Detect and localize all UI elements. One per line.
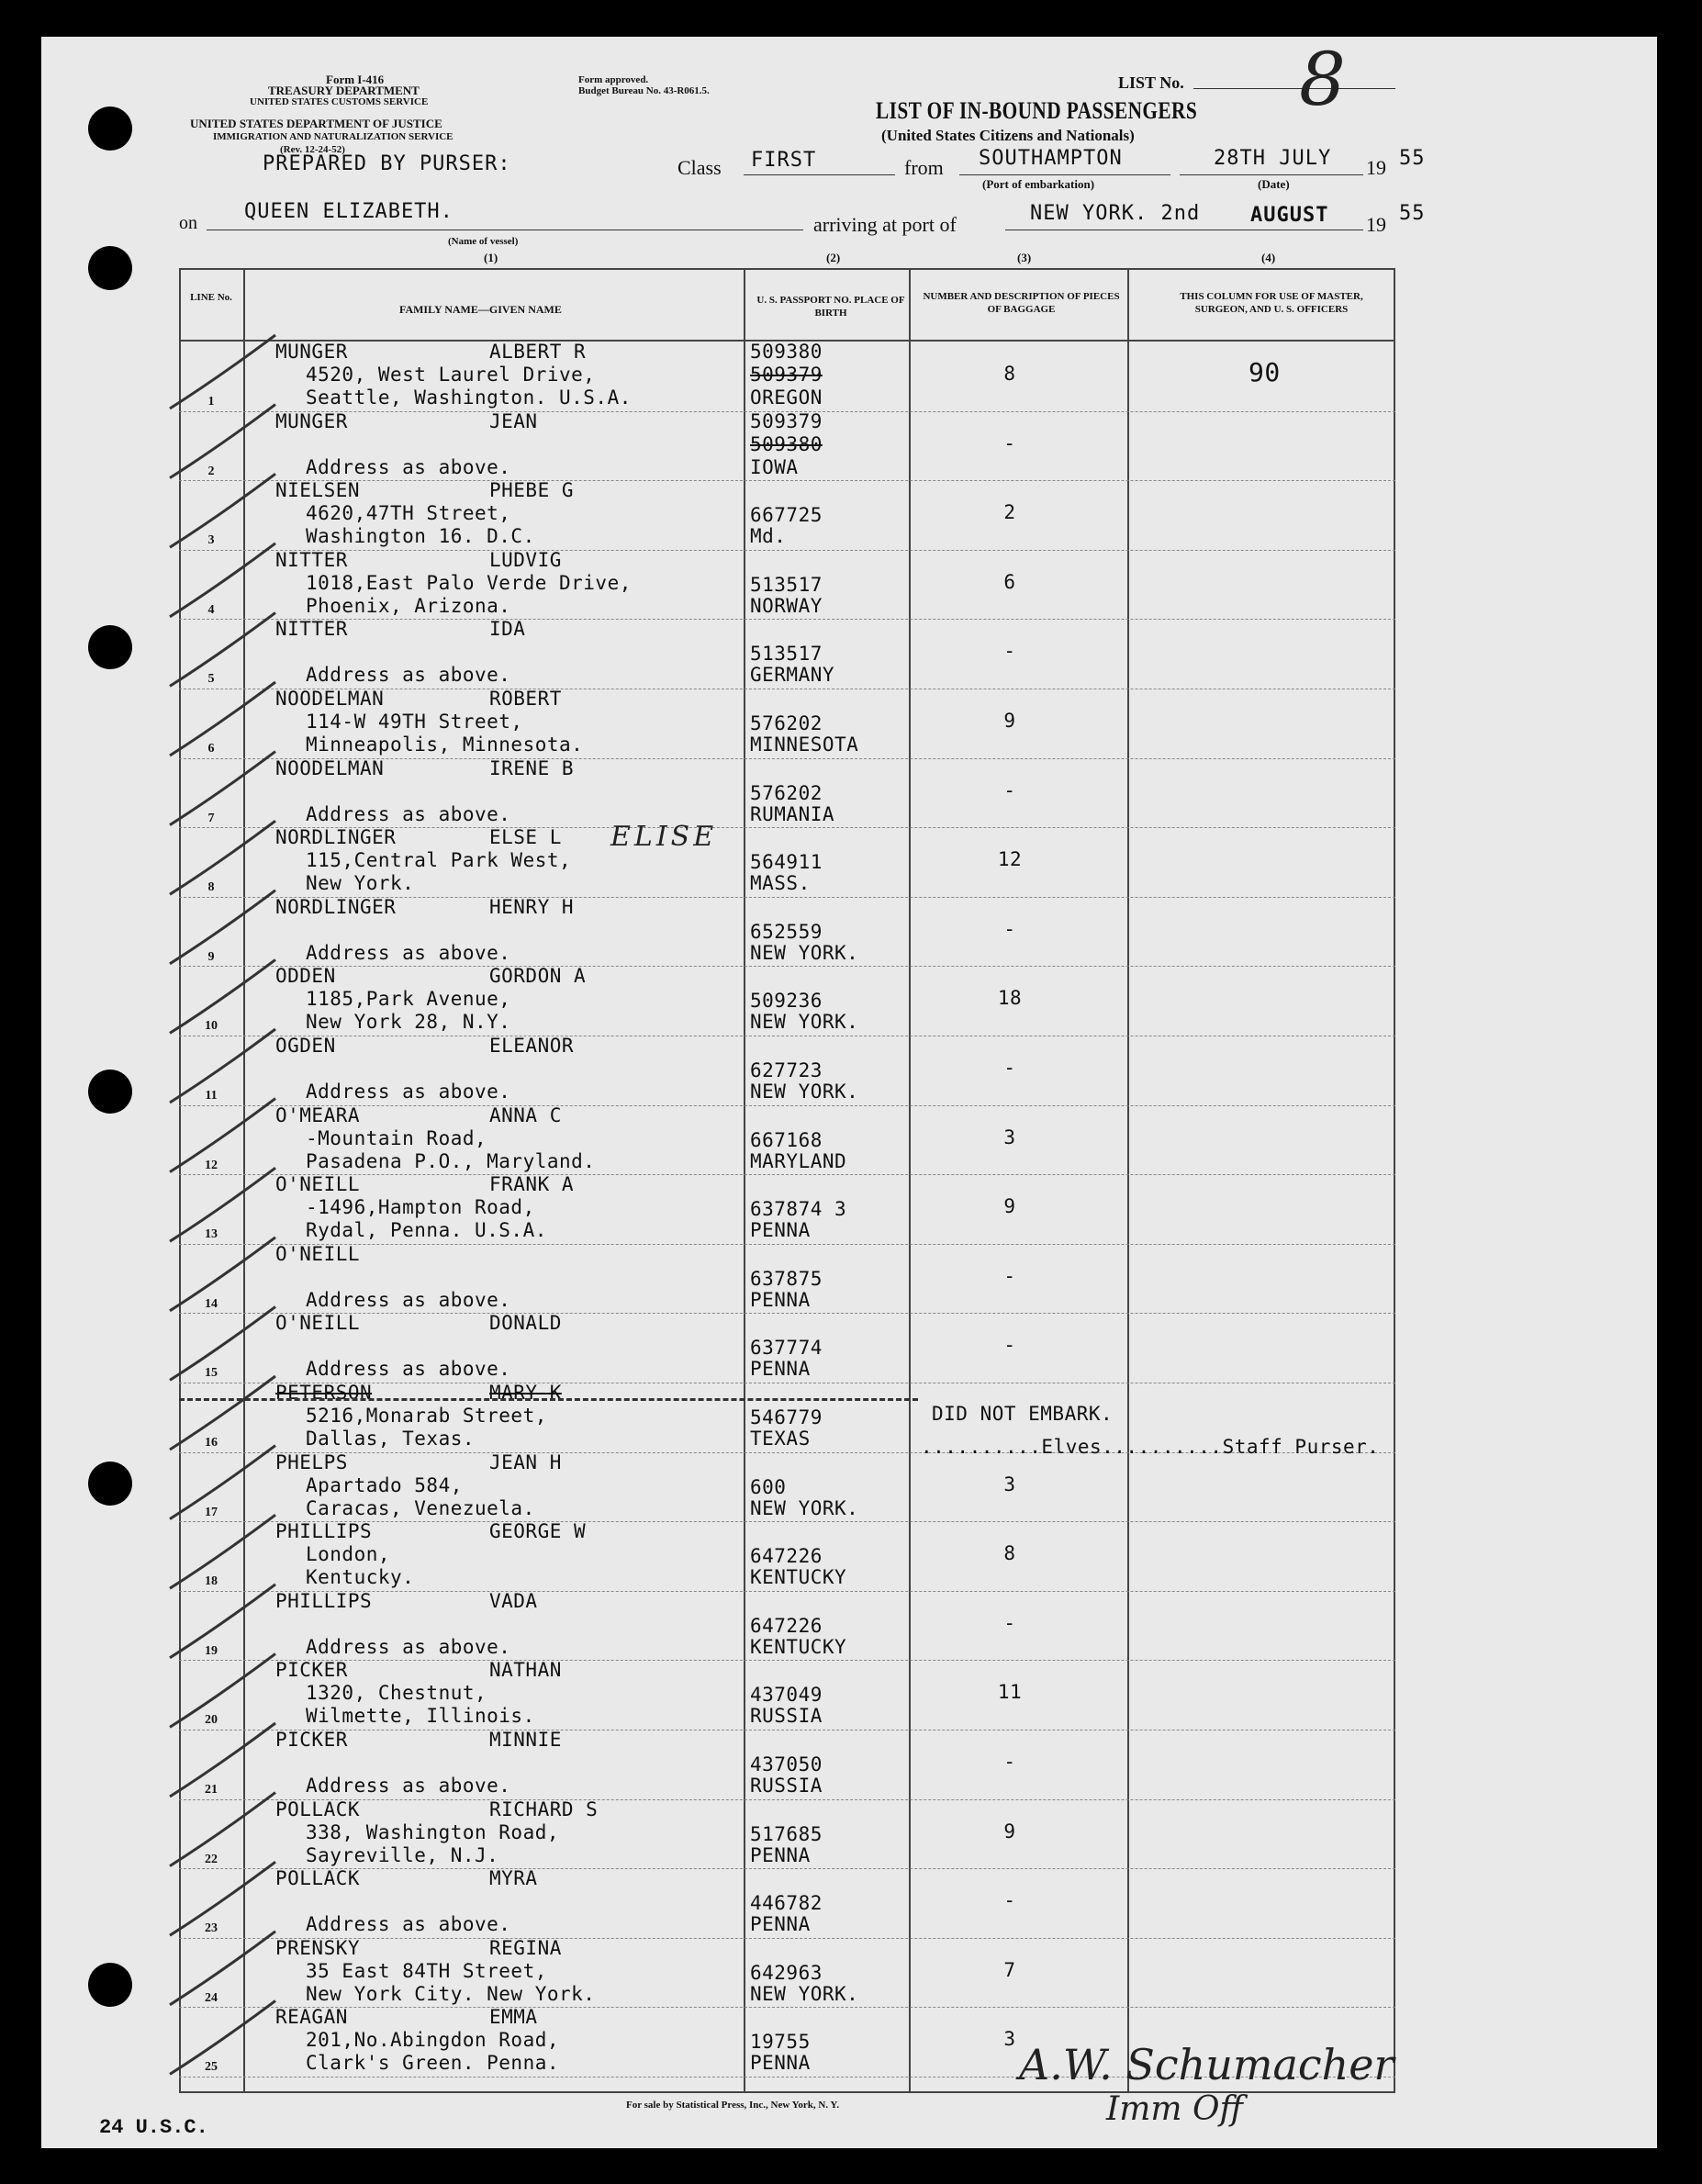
line-number: 17 bbox=[205, 1505, 218, 1519]
list-no-line bbox=[1193, 88, 1395, 89]
row-divider bbox=[179, 1660, 1395, 1661]
col-num-3: (3) bbox=[1017, 251, 1032, 264]
family-name: NOODELMAN bbox=[275, 688, 385, 710]
dept-justice: UNITED STATES DEPARTMENT OF JUSTICE bbox=[190, 117, 442, 130]
place-of-birth: NEW YORK. bbox=[750, 1496, 859, 1519]
baggage-count: 3 bbox=[1003, 1126, 1016, 1148]
baggage-count: 3 bbox=[1003, 2028, 1016, 2051]
address-line-2: Minneapolis, Minnesota. bbox=[306, 734, 584, 756]
address-line-2: Address as above. bbox=[306, 455, 511, 478]
address-line-2: Washington 16. D.C. bbox=[306, 525, 535, 548]
row-divider bbox=[179, 1313, 1395, 1314]
line-number: 3 bbox=[207, 533, 215, 548]
address-line-2: Address as above. bbox=[306, 802, 511, 825]
family-name: PETERSON bbox=[275, 1382, 373, 1404]
address-line-2: Address as above. bbox=[306, 1288, 511, 1311]
col-num-4: (4) bbox=[1261, 251, 1276, 264]
signature-title: Imm Off bbox=[1106, 2090, 1243, 2128]
header-line-no: LINE No. bbox=[190, 292, 232, 303]
line-number: 15 bbox=[205, 1366, 218, 1381]
header-name: FAMILY NAME—GIVEN NAME bbox=[399, 303, 562, 316]
row-divider bbox=[179, 619, 1395, 620]
given-name: JEAN H bbox=[489, 1450, 562, 1473]
address-line-2: Phoenix, Arizona. bbox=[306, 594, 511, 617]
passport-number: 642963 bbox=[750, 1961, 823, 1984]
line-number: 16 bbox=[205, 1436, 218, 1450]
given-name: PHEBE G bbox=[489, 479, 575, 502]
binder-hole bbox=[88, 1462, 132, 1506]
place-of-birth: PENNA bbox=[750, 1358, 811, 1381]
binder-hole bbox=[88, 1963, 132, 2007]
col-divider bbox=[744, 268, 745, 2093]
vessel-name: QUEEN ELIZABETH. bbox=[244, 200, 453, 223]
family-name: PICKER bbox=[275, 1659, 348, 1682]
list-number: 8 bbox=[1299, 37, 1346, 122]
date-caption: (Date) bbox=[1258, 177, 1290, 191]
arriving-label: arriving at port of bbox=[813, 213, 957, 236]
passport-number: 647226 bbox=[750, 1545, 823, 1568]
address-line-2: New York 28, N.Y. bbox=[306, 1011, 511, 1034]
baggage-count: 7 bbox=[1003, 1958, 1016, 1981]
address-line-1: 4620,47TH Street, bbox=[306, 502, 511, 525]
row-divider bbox=[179, 1799, 1395, 1800]
baggage-count: 12 bbox=[997, 848, 1023, 871]
address-line-2: Kentucky. bbox=[306, 1566, 415, 1589]
vessel-caption: (Name of vessel) bbox=[448, 236, 519, 247]
place-of-birth: NEW YORK. bbox=[750, 1081, 859, 1103]
place-of-birth: IOWA bbox=[750, 455, 799, 478]
line-number: 21 bbox=[205, 1783, 218, 1797]
baggage-count: 11 bbox=[997, 1681, 1023, 1704]
address-line-1: 201,No.Abingdon Road, bbox=[306, 2029, 560, 2052]
baggage-count: 6 bbox=[1003, 570, 1016, 593]
address-line-1: -1496,Hampton Road, bbox=[306, 1196, 535, 1219]
passport-struck: 509379 bbox=[750, 364, 823, 386]
passport-number: 667168 bbox=[750, 1128, 823, 1151]
row-divider bbox=[179, 550, 1395, 551]
address-line-1: Apartado 584, bbox=[306, 1473, 463, 1496]
passport-struck: 509380 bbox=[750, 432, 823, 455]
place-of-birth: PENNA bbox=[750, 2052, 811, 2075]
given-name: IDA bbox=[489, 618, 526, 641]
embarkation-date: 28TH JULY bbox=[1214, 147, 1332, 170]
address-line-2: Wilmette, Illinois. bbox=[306, 1705, 535, 1728]
dept-immigration: IMMIGRATION AND NATURALIZATION SERVICE bbox=[213, 131, 453, 142]
given-name: IRENE B bbox=[489, 756, 575, 779]
header-passport: U. S. PASSPORT NO. PLACE OF BIRTH bbox=[756, 295, 905, 319]
address-line-2: Dallas, Texas. bbox=[306, 1428, 476, 1450]
arrival-year: 55 bbox=[1399, 202, 1426, 225]
address-line-2: New York City. New York. bbox=[306, 1982, 596, 2005]
place-of-birth: PENNA bbox=[750, 1288, 811, 1311]
address-line-2: Clark's Green. Penna. bbox=[306, 2052, 560, 2075]
class-label: Class bbox=[677, 156, 722, 179]
given-name: MINNIE bbox=[489, 1729, 562, 1751]
place-of-birth: NEW YORK. bbox=[750, 941, 859, 964]
footer-statute: 24 U.S.C. bbox=[99, 2116, 208, 2139]
baggage-count: 9 bbox=[1003, 1195, 1016, 1218]
address-line-1: 115,Central Park West, bbox=[306, 849, 572, 872]
passport-number: 509379 bbox=[750, 409, 823, 432]
address-line-1: -Mountain Road, bbox=[306, 1126, 487, 1149]
class-value: FIRST bbox=[751, 149, 817, 172]
baggage-count: - bbox=[1003, 778, 1016, 801]
row-divider bbox=[179, 1868, 1395, 1869]
given-name: ELSE L bbox=[489, 826, 562, 849]
line-number: 20 bbox=[205, 1713, 218, 1728]
passport-number: 637875 bbox=[750, 1267, 823, 1290]
passport-number: 509380 bbox=[750, 341, 823, 363]
given-name: LUDVIG bbox=[489, 548, 562, 571]
row-divider bbox=[179, 2007, 1395, 2008]
family-name: NOODELMAN bbox=[275, 756, 385, 779]
line-number: 24 bbox=[205, 1990, 218, 2005]
from-line bbox=[959, 174, 1170, 175]
family-name: PHILLIPS bbox=[275, 1589, 373, 1612]
address-line-2: Address as above. bbox=[306, 1913, 511, 1936]
address-line-1: 5216,Monarab Street, bbox=[306, 1405, 547, 1427]
family-name: MUNGER bbox=[275, 409, 348, 432]
binder-hole bbox=[88, 246, 132, 290]
baggage-count: 18 bbox=[997, 987, 1023, 1010]
address-line-2: Seattle, Washington. U.S.A. bbox=[306, 386, 632, 409]
passport-number: 647226 bbox=[750, 1614, 823, 1637]
binder-hole bbox=[88, 1070, 132, 1114]
place-of-birth: MASS. bbox=[750, 872, 811, 895]
passport-number: 637774 bbox=[750, 1337, 823, 1360]
place-of-birth: KENTUCKY bbox=[750, 1566, 847, 1589]
baggage-count: 8 bbox=[1003, 1542, 1016, 1565]
address-line-2: Address as above. bbox=[306, 1081, 511, 1103]
given-name: ANNA C bbox=[489, 1103, 562, 1126]
family-name: O'NEILL bbox=[275, 1312, 361, 1335]
line-number: 5 bbox=[207, 672, 215, 687]
line-number: 12 bbox=[205, 1158, 218, 1172]
place-of-birth: TEXAS bbox=[750, 1428, 811, 1450]
footer-printer: For sale by Statistical Press, Inc., New York, N. Y. bbox=[626, 2100, 840, 2111]
passport-number: 509236 bbox=[750, 990, 823, 1013]
row-divider bbox=[179, 1938, 1395, 1939]
place-of-birth: NEW YORK. bbox=[750, 1011, 859, 1034]
address-line-1: 338, Washington Road, bbox=[306, 1820, 560, 1843]
place-of-birth: NEW YORK. bbox=[750, 1982, 859, 2005]
line-number: 14 bbox=[205, 1296, 218, 1311]
given-name: ALBERT R bbox=[489, 341, 587, 363]
baggage-count: - bbox=[1003, 1334, 1016, 1357]
line-number: 25 bbox=[205, 2060, 218, 2075]
staff-purser-note: ..........Elves..........Staff Purser. bbox=[921, 1436, 1380, 1458]
passport-number: 627723 bbox=[750, 1059, 823, 1081]
line-number: 11 bbox=[205, 1089, 218, 1103]
place-of-birth: RUMANIA bbox=[750, 802, 835, 825]
family-name: OGDEN bbox=[275, 1035, 336, 1057]
address-line-1: 1018,East Palo Verde Drive, bbox=[306, 571, 632, 594]
line-number: 7 bbox=[207, 811, 215, 825]
dept-customs: UNITED STATES CUSTOMS SERVICE bbox=[250, 96, 429, 107]
address-line-2: Address as above. bbox=[306, 664, 511, 687]
else-correction: ELISE bbox=[610, 821, 718, 853]
address-line-2: Address as above. bbox=[306, 1775, 511, 1797]
place-of-birth: NORWAY bbox=[750, 594, 823, 617]
family-name: NIELSEN bbox=[275, 479, 361, 502]
col-num-2: (2) bbox=[826, 251, 841, 264]
address-line-1: London, bbox=[306, 1543, 391, 1566]
place-of-birth: PENNA bbox=[750, 1219, 811, 1242]
given-name: RICHARD S bbox=[489, 1798, 599, 1820]
line-number: 22 bbox=[205, 1852, 218, 1866]
passport-number: 546779 bbox=[750, 1406, 823, 1428]
dept-treasury: TREASURY DEPARTMENT bbox=[268, 84, 420, 97]
binder-hole bbox=[88, 625, 132, 669]
family-name: PRENSKY bbox=[275, 1936, 361, 1959]
given-name: JEAN bbox=[489, 409, 538, 432]
place-of-birth: OREGON bbox=[750, 386, 823, 409]
passport-number: 446782 bbox=[750, 1892, 823, 1915]
place-of-birth: RUSSIA bbox=[750, 1705, 823, 1728]
did-not-embark-line bbox=[179, 1398, 918, 1401]
year-prefix: 19 bbox=[1366, 156, 1386, 179]
form-number: Form I-416 bbox=[326, 73, 385, 86]
header-baggage: NUMBER AND DESCRIPTION OF PIECES OF BAGGAGE bbox=[923, 291, 1120, 315]
passport-number: 513517 bbox=[750, 573, 823, 596]
address-line-2: Address as above. bbox=[306, 941, 511, 964]
passport-number: 517685 bbox=[750, 1822, 823, 1845]
did-not-embark-note: DID NOT EMBARK. bbox=[932, 1403, 1114, 1425]
col-divider bbox=[243, 268, 245, 2093]
baggage-count: 9 bbox=[1003, 710, 1016, 732]
arrival-port: NEW YORK. 2nd bbox=[1030, 202, 1201, 225]
row-divider bbox=[179, 480, 1395, 481]
baggage-count: - bbox=[1003, 1611, 1016, 1634]
baggage-count: - bbox=[1003, 1057, 1016, 1079]
address-line-2: Sayreville, N.J. bbox=[306, 1843, 499, 1866]
given-name: MARY K bbox=[489, 1382, 562, 1404]
place-of-birth: PENNA bbox=[750, 1913, 811, 1936]
row-divider bbox=[179, 966, 1395, 967]
document-subtitle: (United States Citizens and Nationals) bbox=[881, 127, 1135, 144]
line-number: 13 bbox=[205, 1227, 218, 1242]
line-number: 18 bbox=[205, 1574, 218, 1589]
port-of-embarkation: SOUTHAMPTON bbox=[979, 147, 1123, 170]
form-revision: (Rev. 12-24-52) bbox=[280, 144, 345, 155]
baggage-count: - bbox=[1003, 917, 1016, 940]
given-name: GORDON A bbox=[489, 965, 587, 988]
passport-number: 652559 bbox=[750, 920, 823, 943]
signature: A.W. Schumacher bbox=[1019, 2040, 1394, 2089]
baggage-count: 3 bbox=[1003, 1473, 1016, 1495]
col-divider bbox=[1127, 268, 1129, 2093]
address-line-2: Address as above. bbox=[306, 1635, 511, 1658]
given-name: NATHAN bbox=[489, 1659, 562, 1682]
class-line bbox=[744, 174, 895, 175]
given-name: ROBERT bbox=[489, 688, 562, 710]
baggage-count: - bbox=[1003, 1264, 1016, 1287]
family-name: POLLACK bbox=[275, 1867, 361, 1890]
given-name: VADA bbox=[489, 1589, 538, 1612]
place-of-birth: KENTUCKY bbox=[750, 1635, 847, 1658]
passport-number: 19755 bbox=[750, 2031, 811, 2054]
baggage-count: - bbox=[1003, 431, 1016, 454]
passport-number: 637874 3 bbox=[750, 1198, 847, 1221]
line-number: 23 bbox=[205, 1921, 218, 1936]
baggage-count: - bbox=[1003, 640, 1016, 663]
baggage-count: 8 bbox=[1003, 363, 1016, 385]
address-line-2: New York. bbox=[306, 872, 415, 895]
place-of-birth: GERMANY bbox=[750, 664, 835, 687]
line-number: 10 bbox=[205, 1019, 218, 1034]
place-of-birth: MINNESOTA bbox=[750, 734, 859, 756]
family-name: PHILLIPS bbox=[275, 1520, 373, 1543]
arrival-month: AUGUST bbox=[1250, 204, 1329, 227]
row-divider bbox=[179, 1244, 1395, 1245]
line-number: 4 bbox=[207, 602, 215, 617]
baggage-count: - bbox=[1003, 1889, 1016, 1912]
header-officers: THIS COLUMN FOR USE OF MASTER, SURGEON, AND U. S. OFFICERS bbox=[1180, 291, 1363, 315]
baggage-count: - bbox=[1003, 1751, 1016, 1773]
line-number: 19 bbox=[205, 1643, 218, 1658]
family-name: POLLACK bbox=[275, 1798, 361, 1820]
passport-number: 437050 bbox=[750, 1753, 823, 1775]
address-line-2: Rydal, Penna. U.S.A. bbox=[306, 1219, 547, 1242]
passport-number: 600 bbox=[750, 1475, 787, 1498]
line-number: 9 bbox=[207, 949, 215, 964]
binder-hole bbox=[88, 106, 132, 151]
embarkation-year: 55 bbox=[1399, 147, 1426, 170]
place-of-birth: PENNA bbox=[750, 1843, 811, 1866]
on-label: on bbox=[179, 213, 197, 233]
passport-number: 576202 bbox=[750, 781, 823, 804]
line-number: 2 bbox=[207, 464, 215, 478]
given-name: HENRY H bbox=[489, 895, 575, 918]
passport-number: 667725 bbox=[750, 504, 823, 527]
family-name: PICKER bbox=[275, 1729, 348, 1751]
line-number: 8 bbox=[207, 880, 215, 895]
family-name: NORDLINGER bbox=[275, 895, 397, 918]
given-name: ELEANOR bbox=[489, 1035, 575, 1057]
address-line-1: 114-W 49TH Street, bbox=[306, 711, 523, 733]
form-approved: Form approved. bbox=[578, 74, 649, 85]
family-name: O'NEILL bbox=[275, 1173, 361, 1196]
officer-note: 90 bbox=[1249, 357, 1281, 387]
given-name: MYRA bbox=[489, 1867, 538, 1890]
address-line-1: 4520, West Laurel Drive, bbox=[306, 364, 596, 386]
family-name: O'MEARA bbox=[275, 1103, 361, 1126]
line-number: 1 bbox=[207, 395, 215, 409]
list-no-label: LIST No. bbox=[1118, 73, 1184, 92]
document-title: LIST OF IN-BOUND PASSENGERS bbox=[876, 97, 1198, 124]
address-line-1: 1185,Park Avenue, bbox=[306, 988, 511, 1011]
address-line-1: 1320, Chestnut, bbox=[306, 1682, 487, 1705]
col-divider bbox=[909, 268, 911, 2093]
prepared-by: PREPARED BY PURSER: bbox=[263, 152, 511, 175]
given-name: EMMA bbox=[489, 2006, 538, 2029]
passport-number: 437049 bbox=[750, 1684, 823, 1707]
passport-number: 564911 bbox=[750, 851, 823, 874]
baggage-count: 9 bbox=[1003, 1820, 1016, 1842]
given-name: FRANK A bbox=[489, 1173, 575, 1196]
given-name: REGINA bbox=[489, 1936, 562, 1959]
place-of-birth: Md. bbox=[750, 525, 787, 548]
given-name: GEORGE W bbox=[489, 1520, 587, 1543]
line-number: 6 bbox=[207, 742, 215, 756]
address-line-2: Caracas, Venezuela. bbox=[306, 1496, 535, 1519]
from-label: from bbox=[904, 156, 944, 179]
port-caption: (Port of embarkation) bbox=[982, 177, 1095, 191]
col-num-1: (1) bbox=[484, 251, 498, 264]
place-of-birth: RUSSIA bbox=[750, 1775, 823, 1797]
family-name: NORDLINGER bbox=[275, 826, 397, 849]
family-name: NITTER bbox=[275, 548, 348, 571]
date-line bbox=[1180, 174, 1363, 175]
family-name: REAGAN bbox=[275, 2006, 348, 2029]
family-name: NITTER bbox=[275, 618, 348, 641]
baggage-count: 2 bbox=[1003, 501, 1016, 524]
budget-bureau: Budget Bureau No. 43-R061.5. bbox=[578, 85, 710, 96]
row-divider bbox=[179, 1174, 1395, 1175]
address-line-1: 35 East 84TH Street, bbox=[306, 1959, 547, 1982]
family-name: PHELPS bbox=[275, 1450, 348, 1473]
address-line-2: Address as above. bbox=[306, 1358, 511, 1381]
place-of-birth: MARYLAND bbox=[750, 1149, 847, 1172]
family-name: ODDEN bbox=[275, 965, 336, 988]
passport-number: 576202 bbox=[750, 712, 823, 734]
passport-number: 513517 bbox=[750, 643, 823, 666]
address-line-2: Pasadena P.O., Maryland. bbox=[306, 1149, 596, 1172]
given-name: DONALD bbox=[489, 1312, 562, 1335]
row-divider bbox=[179, 1105, 1395, 1106]
family-name: MUNGER bbox=[275, 341, 348, 363]
family-name: O'NEILL bbox=[275, 1242, 361, 1265]
year-prefix-2: 19 bbox=[1366, 213, 1386, 236]
